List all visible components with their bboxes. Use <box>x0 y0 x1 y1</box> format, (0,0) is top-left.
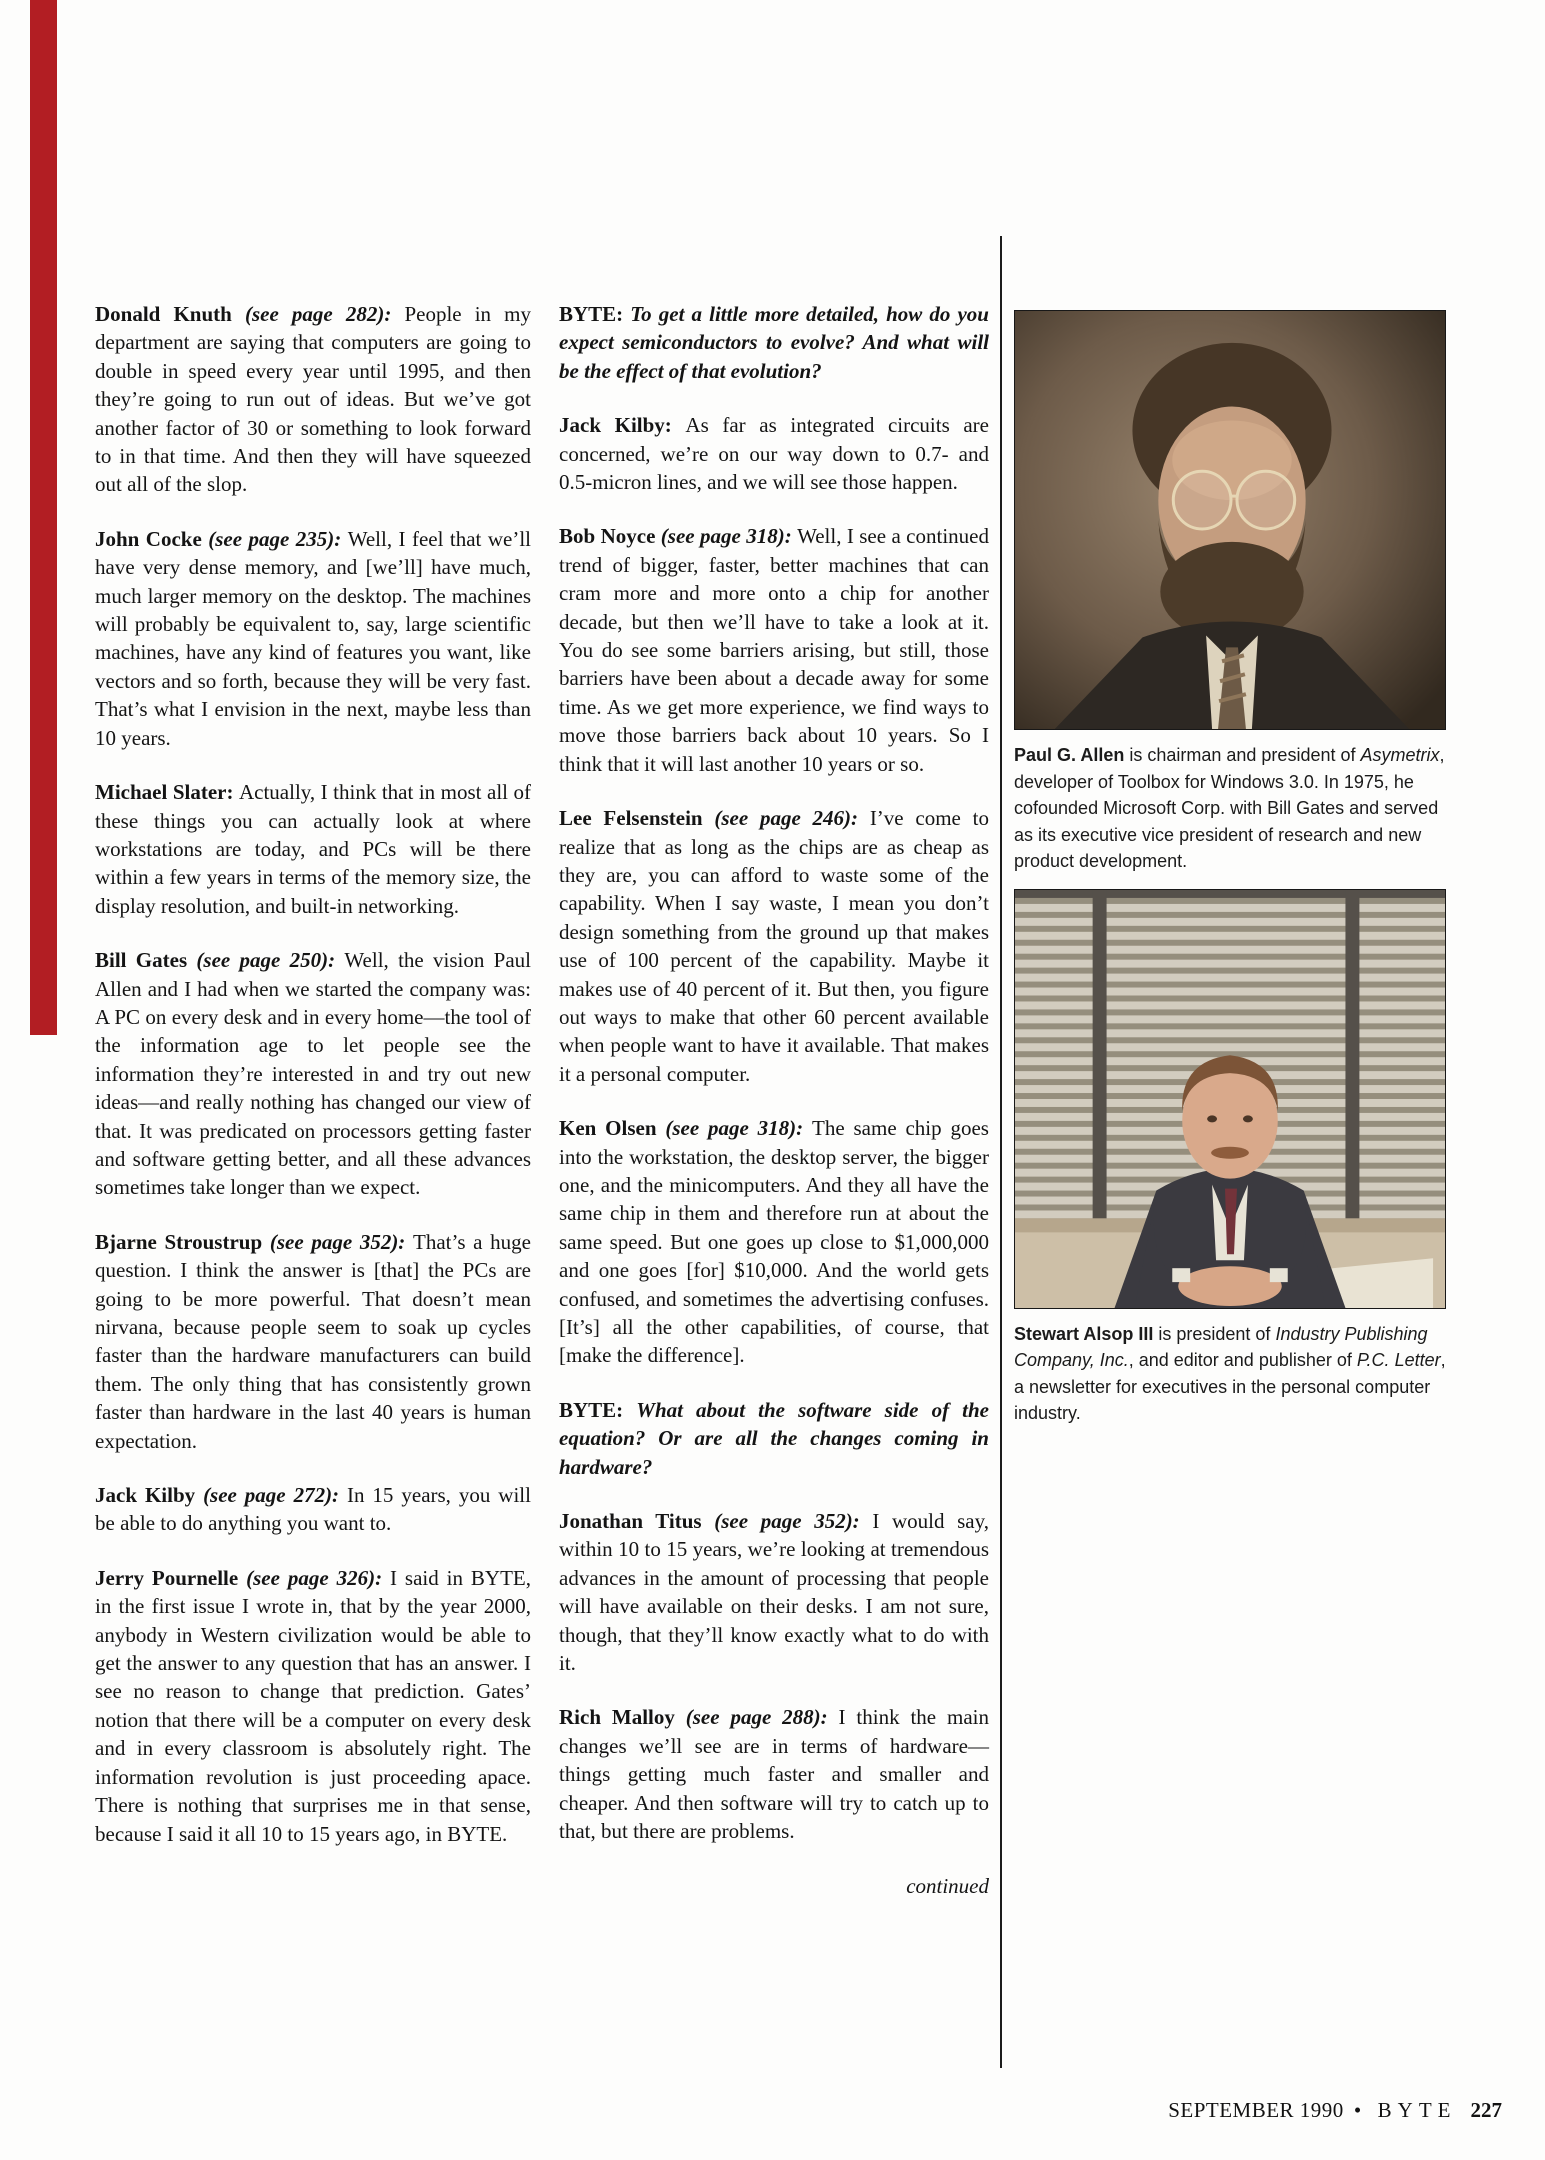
paragraph-text: I’ve come to realize that as long as the chips are as cheap as they are, you can afford to waste some of the capability. When I say waste, I mean you don’t design something from the ground up that makes use of 100 percent of the capability. Maybe it makes use of 40 percent of it. But then, you figure out ways to make that other 60 percent available when people want to have it available. That makes it a personal computer. <box>559 806 989 1086</box>
continued-text: continued <box>906 1873 989 1898</box>
article-column-right <box>559 300 989 1926</box>
page-reference: (see page 272): <box>203 1483 347 1508</box>
speaker-name: Bjarne Stroustrup <box>95 1229 270 1254</box>
page-reference: (see page 318): <box>660 524 798 549</box>
paragraph-text: Well, I feel that we’ll have very dense memory, and [we’ll] have much, much larger memory on the desktop. The machines will probably be equivalent to, say, large scientific machines, have any kind of features you want, like vectors and so forth, because they will be very fast. That’s what I envision in the next, maybe less than 10 years. <box>95 526 531 750</box>
paragraph-text: People in my department are saying that computers are going to double in speed every year until 1995, and then they’re going to run out of ideas. But we’ve got another factor of 30 or something to look forward to in that time. And then they will have squeezed out all of the slop. <box>95 302 531 497</box>
page-reference: (see page 250): <box>196 948 345 973</box>
speaker-name: Jerry Pournelle <box>95 1565 247 1590</box>
speaker-name: John Cocke <box>95 526 209 551</box>
caption-text: , developer of Toolbox for Windows 3.0. In 1975, he cofounded Microsoft Corp. with Bill Gates and served as its executive vice president of research and new product development. <box>1014 745 1445 871</box>
interview-paragraph <box>95 946 531 1202</box>
footer-separator: • <box>1353 2098 1362 2122</box>
speaker-name: Lee Felsenstein <box>559 806 715 831</box>
byte-question-paragraph <box>559 1396 989 1481</box>
interview-paragraph <box>559 1703 989 1845</box>
footer-page-number: 227 <box>1470 2098 1502 2122</box>
question-label: BYTE: <box>559 1397 637 1422</box>
caption-text: is president of <box>1158 1323 1276 1344</box>
sidebar <box>1014 310 1446 1427</box>
interview-paragraph <box>95 525 531 752</box>
interview-paragraph <box>95 778 531 920</box>
caption-italic-text: Asymetrix <box>1360 745 1440 765</box>
page-reference: (see page 282): <box>244 302 405 326</box>
paul-g-allen-caption <box>1014 742 1446 875</box>
interview-paragraph <box>559 522 989 778</box>
speaker-name: Jonathan Titus <box>559 1509 715 1534</box>
paragraph-text: As far as integrated circuits are concerned, we’re on our way down to 0.7- and 0.5-micron lines, and we will see those happen. <box>559 413 989 495</box>
footer-date: SEPTEMBER 1990 <box>1168 2098 1344 2122</box>
speaker-name: Michael Slater: <box>95 780 239 805</box>
speaker-name: Jack Kilby: <box>559 413 686 438</box>
caption-subject-name: Stewart Alsop III <box>1014 1323 1159 1344</box>
caption-italic-text: P.C. Letter <box>1356 1350 1441 1370</box>
speaker-name: Rich Malloy <box>559 1705 686 1730</box>
interview-paragraph <box>559 1114 989 1370</box>
caption-subject-name: Paul G. Allen <box>1014 745 1130 765</box>
paragraph-text: Well, I see a continued trend of bigger, faster, better machines that can cram more and more onto a chip for another decade, but then we’ll have to take a look at it. You do see some barriers arising, but still, those barriers have been about a decade away for some time. As we get more experience, we find ways to move those barriers back about 10 years. So I think that it will last another 10 years or so. <box>559 524 989 776</box>
stewart-alsop-caption <box>1014 1321 1446 1427</box>
column-divider-rule <box>1000 236 1002 2068</box>
question-label: BYTE: <box>559 302 631 326</box>
speaker-name: Bob Noyce <box>559 524 661 549</box>
paragraph-text: Well, the vision Paul Allen and I had when we started the company was: A PC on every desk and in every home—the tool of the information age to let people see the information they’re interested in and try out new ideas—and really nothing has changed our view of that. It was predicated on processors getting faster and software getting better, and all these advances sometimes take longer than we expect. <box>95 948 531 1200</box>
speaker-name: Ken Olsen <box>559 1116 666 1141</box>
page-reference: (see page 288): <box>685 1705 839 1730</box>
paragraph-text: I would say, within 10 to 15 years, we’re looking at tremendous advances in the amount of processing that people will have available on their desks. I am not sure, though, that they’ll know exactly what to do with it. <box>559 1509 989 1676</box>
page-edge-red-stripe <box>30 0 57 1035</box>
page-reference: (see page 326): <box>246 1565 390 1590</box>
caption-text: , and editor and publisher of <box>1128 1350 1357 1370</box>
question-text: What about the software side of the equation? Or are all the changes coming in hardware? <box>559 1397 989 1479</box>
article-column-left <box>95 300 531 1874</box>
interview-paragraph <box>559 411 989 496</box>
paragraph-text: I said in BYTE, in the first issue I wrote in, that by the year 2000, anybody in Western civilization would be able to get the answer to any question that has an answer. I see no reason to change that prediction. Gates’ notion that there will be a computer on every desk and in every classroom is absolutely right. The information revolution is just proceeding apace. There is nothing that surprises me in that sense, because I said it all 10 to 15 years ago, in BYTE. <box>95 1565 531 1846</box>
interview-paragraph <box>95 300 531 499</box>
question-text: To get a little more detailed, how do you expect semiconductors to evolve? And what will be the effect of that evolution? <box>559 302 989 383</box>
interview-paragraph <box>95 1481 531 1538</box>
caption-italic-text: Industry Publishing Company, Inc. <box>1014 1323 1428 1370</box>
page-reference: (see page 235): <box>208 526 348 551</box>
page-reference: (see page 352): <box>269 1229 413 1254</box>
page-reference: (see page 352): <box>714 1509 873 1534</box>
paragraph-text: In 15 years, you will be able to do anything you want to. <box>95 1483 531 1536</box>
interview-paragraph <box>95 1564 531 1848</box>
speaker-name: Bill Gates <box>95 948 197 973</box>
page-reference: (see page 318): <box>665 1116 812 1141</box>
stewart-alsop-photo <box>1014 889 1446 1309</box>
page-footer <box>1168 2098 1502 2123</box>
paul-g-allen-photo <box>1014 310 1446 730</box>
caption-text: , a newsletter for executives in the personal computer industry. <box>1014 1350 1446 1423</box>
interview-paragraph <box>559 1507 989 1677</box>
speaker-name: Donald Knuth <box>95 302 245 326</box>
paragraph-text: Actually, I think that in most all of these things you can actually look at where workstations are today, and PCs will be there within a few years in terms of the memory size, the display resolution, and built-in networking. <box>95 780 532 918</box>
page-reference: (see page 246): <box>714 806 870 831</box>
paragraph-text: The same chip goes into the workstation, the desktop server, the bigger one, and the minicomputers. And they all have the same chip in them and therefore run at about the same speed. But one goes up close to $1,000,000 and one goes [for] $10,000. And the world gets confused, and sometimes the advertising confuses. [It’s] all the other capabilities, of course, that [make the difference]. <box>559 1116 989 1368</box>
speaker-name: Jack Kilby <box>95 1483 204 1508</box>
byte-question-paragraph <box>559 300 989 385</box>
footer-magazine-name: BYTE <box>1377 2098 1457 2122</box>
paragraph-text: I think the main changes we’ll see are in terms of hardware—things getting much faster and smaller and cheaper. And then software will try to catch up to that, but there are problems. <box>559 1705 989 1844</box>
interview-paragraph <box>559 804 989 1088</box>
paragraph-text: That’s a huge question. I think the answer is [that] the PCs are going to be more powerful. That doesn’t mean nirvana, because people seem to soak up cycles faster than the hardware manufacturers can build them. The only thing that has consistently grown faster than hardware in the last 40 years is human expectation. <box>95 1229 531 1453</box>
continued-marker <box>559 1872 989 1900</box>
interview-paragraph <box>95 1228 531 1455</box>
caption-text: is chairman and president of <box>1129 745 1361 765</box>
